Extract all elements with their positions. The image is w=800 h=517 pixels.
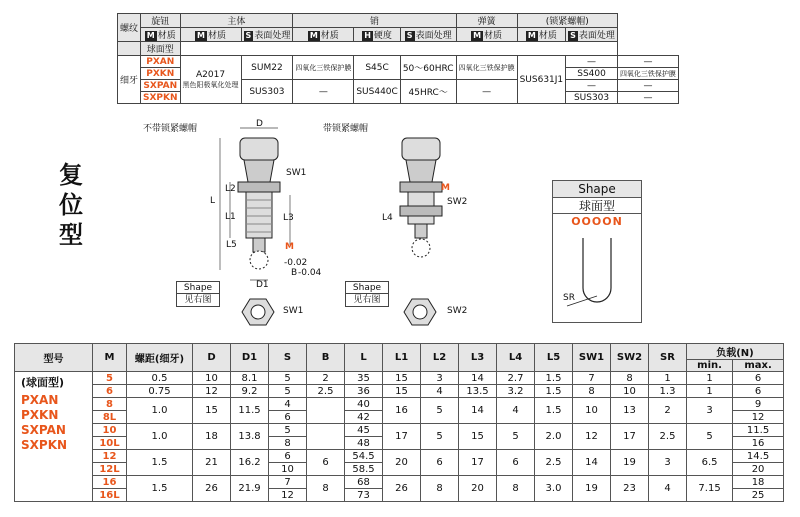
model-sxpan: SXPAN xyxy=(141,80,181,92)
cell-sw2: 10 xyxy=(611,385,649,398)
cell-l3: 14 xyxy=(459,372,497,385)
table-row xyxy=(15,372,784,385)
cell-l: 35 xyxy=(345,372,383,385)
cell-sw1: 10 xyxy=(573,398,611,424)
cell-l1: 16 xyxy=(383,398,421,424)
cell-sw1: 7 xyxy=(573,372,611,385)
cell-sr: 2 xyxy=(649,398,687,424)
thread-value: 细牙 xyxy=(118,56,141,104)
cell-sr: 1 xyxy=(649,372,687,385)
series-name: SXPAN xyxy=(21,423,66,437)
cell-l5: 1.5 xyxy=(535,398,573,424)
cell-l1: 17 xyxy=(383,424,421,450)
body-material-1: SUM22 xyxy=(241,56,293,80)
body-material-2: SUS303 xyxy=(241,80,293,104)
cell-l3: 13.5 xyxy=(459,385,497,398)
thread-size-cell: 16L xyxy=(93,489,127,502)
cell-l1: 26 xyxy=(383,476,421,502)
cell-l: 54.5 xyxy=(345,450,383,463)
knob-material: A2017 xyxy=(196,69,226,80)
cell-max: 12 xyxy=(733,411,784,424)
cell-max: 25 xyxy=(733,489,784,502)
cell-d: 18 xyxy=(193,424,231,450)
cell-d: 21 xyxy=(193,450,231,476)
pin-material-1: S45C xyxy=(354,56,400,80)
cell-l: 48 xyxy=(345,437,383,450)
table-row xyxy=(15,424,784,437)
knob-surface: 黑色阳极氧化处理 xyxy=(182,80,239,89)
cell-d1: 13.8 xyxy=(231,424,269,450)
cell-max: 18 xyxy=(733,476,784,489)
thread-size-cell: 8 xyxy=(93,398,127,411)
cell-sw1: 8 xyxy=(573,385,611,398)
cell-l4: 4 xyxy=(497,398,535,424)
cell-sr: 3 xyxy=(649,450,687,476)
pin-header: 销 xyxy=(293,14,456,28)
shape-ref-right: Shape 见右图 xyxy=(345,281,389,307)
spring-material: SUS631J1 xyxy=(517,56,566,104)
cell-sw1: 12 xyxy=(573,424,611,450)
series-name: SXPKN xyxy=(21,438,68,452)
cell-d: 10 xyxy=(193,372,231,385)
cell-l2: 4 xyxy=(421,385,459,398)
shape-header: 球面型 xyxy=(141,42,181,56)
body-header: 主体 xyxy=(180,14,293,28)
cell-sw2: 17 xyxy=(611,424,649,450)
cell-pitch: 0.75 xyxy=(127,385,193,398)
cell-b: 8 xyxy=(307,476,345,502)
model-sxpkn: SXPKN xyxy=(141,92,181,104)
cell-max: 9 xyxy=(733,398,784,411)
cell-d1: 9.2 xyxy=(231,385,269,398)
cell-l: 68 xyxy=(345,476,383,489)
dimension-table: 型号 M 螺距(细牙) D D1 S B L L1 L2 L3 L4 L5 SW1 SW2 SR 负载(N) min. max. (球面型) PXAN PXKN SXPAN SXPKN 5 0.5 10 8.1 5 2 35 15 3 14 2.7 1.5 7 8 1 1 6 6 0.75 12 9.2 5 2.5 36 15 4 13.5 3.2 1.5 8 10 1.3 1 6 8 1.0 15 11.5 4 40 16 5 14 4 1.5 10 13 2 3 9 8L 6 42 12 10 1.0 18 13.8 5 45 17 5 15 5 2.0 12 17 2.5 5 11.5 10L 8 48 16 12 1.5 21 16.2 6 6 54.5 20 6 17 6 2.5 14 19 3 6.5 14.5 12L 10 58.5 20 16 1.5 26 21.9 7 8 68 26 8 20 8 3.0 19 23 4 7.15 18 16L 12 73 25 xyxy=(14,343,784,502)
shape-ref-left: Shape 见右图 xyxy=(176,281,220,307)
cell-max: 16 xyxy=(733,437,784,450)
thread-size-cell: 12L xyxy=(93,463,127,476)
cell-l: 58.5 xyxy=(345,463,383,476)
cell-l1: 15 xyxy=(383,385,421,398)
cell-sr: 4 xyxy=(649,476,687,502)
cell-l1: 15 xyxy=(383,372,421,385)
cell-l5: 2.5 xyxy=(535,450,573,476)
cell-b xyxy=(307,424,345,450)
pin-material-2: SUS440C xyxy=(354,80,400,104)
pin-hardness-1: 50～60HRC xyxy=(400,56,456,80)
series-names xyxy=(15,372,93,502)
table-row xyxy=(15,385,784,398)
cell-max: 6 xyxy=(733,372,784,385)
cell-l2: 6 xyxy=(421,450,459,476)
thread-header: 螺纹 xyxy=(118,14,141,42)
cell-l: 45 xyxy=(345,424,383,437)
cell-d1: 8.1 xyxy=(231,372,269,385)
cell-min: 7.15 xyxy=(687,476,733,502)
cell-s: 6 xyxy=(269,450,307,463)
pin-surface-1: 四氧化三铁保护膜 xyxy=(456,56,517,80)
cell-b: 6 xyxy=(307,450,345,476)
cell-l: 42 xyxy=(345,411,383,424)
pin-surface-2: — xyxy=(456,80,517,104)
body-surface-2: — xyxy=(293,80,354,104)
cell-pitch: 0.5 xyxy=(127,372,193,385)
cell-l5: 1.5 xyxy=(535,372,573,385)
cell-min: 6.5 xyxy=(687,450,733,476)
cell-s: 5 xyxy=(269,385,307,398)
cell-sw2: 23 xyxy=(611,476,649,502)
table-row xyxy=(15,450,784,463)
label-with-locknut: 带锁紧螺帽 xyxy=(323,124,369,134)
cell-min: 3 xyxy=(687,398,733,424)
thread-size-cell: 6 xyxy=(93,385,127,398)
cell-s: 6 xyxy=(269,411,307,424)
cell-l4: 6 xyxy=(497,450,535,476)
cell-s: 4 xyxy=(269,398,307,411)
thread-size-cell: 8L xyxy=(93,411,127,424)
cell-l2: 8 xyxy=(421,476,459,502)
knob-header: 旋钮 xyxy=(141,14,181,28)
cell-d1: 16.2 xyxy=(231,450,269,476)
cell-l4: 2.7 xyxy=(497,372,535,385)
cell-l5: 1.5 xyxy=(535,385,573,398)
cell-pitch: 1.0 xyxy=(127,424,193,450)
label-no-locknut: 不带锁紧螺帽 xyxy=(143,124,198,134)
cell-l2: 5 xyxy=(421,398,459,424)
cell-l3: 17 xyxy=(459,450,497,476)
cell-l4: 8 xyxy=(497,476,535,502)
cell-pitch: 1.5 xyxy=(127,476,193,502)
cell-l5: 3.0 xyxy=(535,476,573,502)
cell-max: 6 xyxy=(733,385,784,398)
cell-l5: 2.0 xyxy=(535,424,573,450)
series-name: PXAN xyxy=(21,393,59,407)
cell-d: 15 xyxy=(193,398,231,424)
cell-b: 2.5 xyxy=(307,385,345,398)
model-pxkn: PXKN xyxy=(141,68,181,80)
cell-min: 1 xyxy=(687,385,733,398)
cell-s: 10 xyxy=(269,463,307,476)
table-row xyxy=(15,398,784,411)
cell-l1: 20 xyxy=(383,450,421,476)
cell-s: 7 xyxy=(269,476,307,489)
cell-l4: 3.2 xyxy=(497,385,535,398)
series-subtitle: (球面型) xyxy=(21,376,65,389)
cell-b: 2 xyxy=(307,372,345,385)
cell-sw2: 13 xyxy=(611,398,649,424)
page-title: 复 位 型 xyxy=(59,161,83,249)
cell-max: 20 xyxy=(733,463,784,476)
cell-sr: 2.5 xyxy=(649,424,687,450)
cell-max: 11.5 xyxy=(733,424,784,437)
cell-min: 1 xyxy=(687,372,733,385)
cell-max: 14.5 xyxy=(733,450,784,463)
cell-d: 26 xyxy=(193,476,231,502)
cell-l: 73 xyxy=(345,489,383,502)
cell-l2: 3 xyxy=(421,372,459,385)
cell-l3: 15 xyxy=(459,424,497,450)
pin-hardness-2: 45HRC～ xyxy=(400,80,456,104)
cell-s: 8 xyxy=(269,437,307,450)
table-row xyxy=(15,476,784,489)
model-pxan: PXAN xyxy=(141,56,181,68)
cell-s: 5 xyxy=(269,372,307,385)
cell-sr: 1.3 xyxy=(649,385,687,398)
cell-l3: 14 xyxy=(459,398,497,424)
cell-sw1: 19 xyxy=(573,476,611,502)
cell-b xyxy=(307,398,345,424)
thread-size-cell: 10L xyxy=(93,437,127,450)
cell-l2: 5 xyxy=(421,424,459,450)
locknut-header: (锁紧螺帽) xyxy=(517,14,617,28)
cell-l: 36 xyxy=(345,385,383,398)
cell-min: 5 xyxy=(687,424,733,450)
material-spec-table: 螺纹 旋钮 主体 销 弹簧 (锁紧螺帽) M 材质 M 材质 S 表面处理 M 材质 H 硬度 S 表面处理 M 材质 M 材质 S 表面处理 球面型 细牙 PXAN A2017 黑色阳极氧化处理 SUM22 四氧化三铁保护膜 S45C 50～60HRC 四氧化三铁保护膜 SUS631J1 — — PXKN SS400 四氧化三铁保护膜 SXPAN SUS303 — SUS440C 45HRC～ — — — SXPKN SUS303 — xyxy=(117,13,679,104)
cell-d1: 21.9 xyxy=(231,476,269,502)
cell-pitch: 1.0 xyxy=(127,398,193,424)
cell-s: 5 xyxy=(269,424,307,437)
cell-sw2: 19 xyxy=(611,450,649,476)
cell-sw2: 8 xyxy=(611,372,649,385)
cell-s: 12 xyxy=(269,489,307,502)
shape-code: OOOON xyxy=(571,215,623,228)
cell-l4: 5 xyxy=(497,424,535,450)
cell-d1: 11.5 xyxy=(231,398,269,424)
spring-header: 弹簧 xyxy=(456,14,517,28)
thread-size-cell: 16 xyxy=(93,476,127,489)
thread-size-cell: 5 xyxy=(93,372,127,385)
thread-size-cell: 10 xyxy=(93,424,127,437)
shape-box: Shape 球面型 OOOON SR xyxy=(552,180,642,323)
thread-size-cell: 12 xyxy=(93,450,127,463)
cell-pitch: 1.5 xyxy=(127,450,193,476)
cell-d: 12 xyxy=(193,385,231,398)
cell-sw1: 14 xyxy=(573,450,611,476)
cell-l3: 20 xyxy=(459,476,497,502)
body-surface-1: 四氧化三铁保护膜 xyxy=(293,56,354,80)
cell-l: 40 xyxy=(345,398,383,411)
ball-end-drawing xyxy=(553,230,641,320)
series-name: PXKN xyxy=(21,408,59,422)
